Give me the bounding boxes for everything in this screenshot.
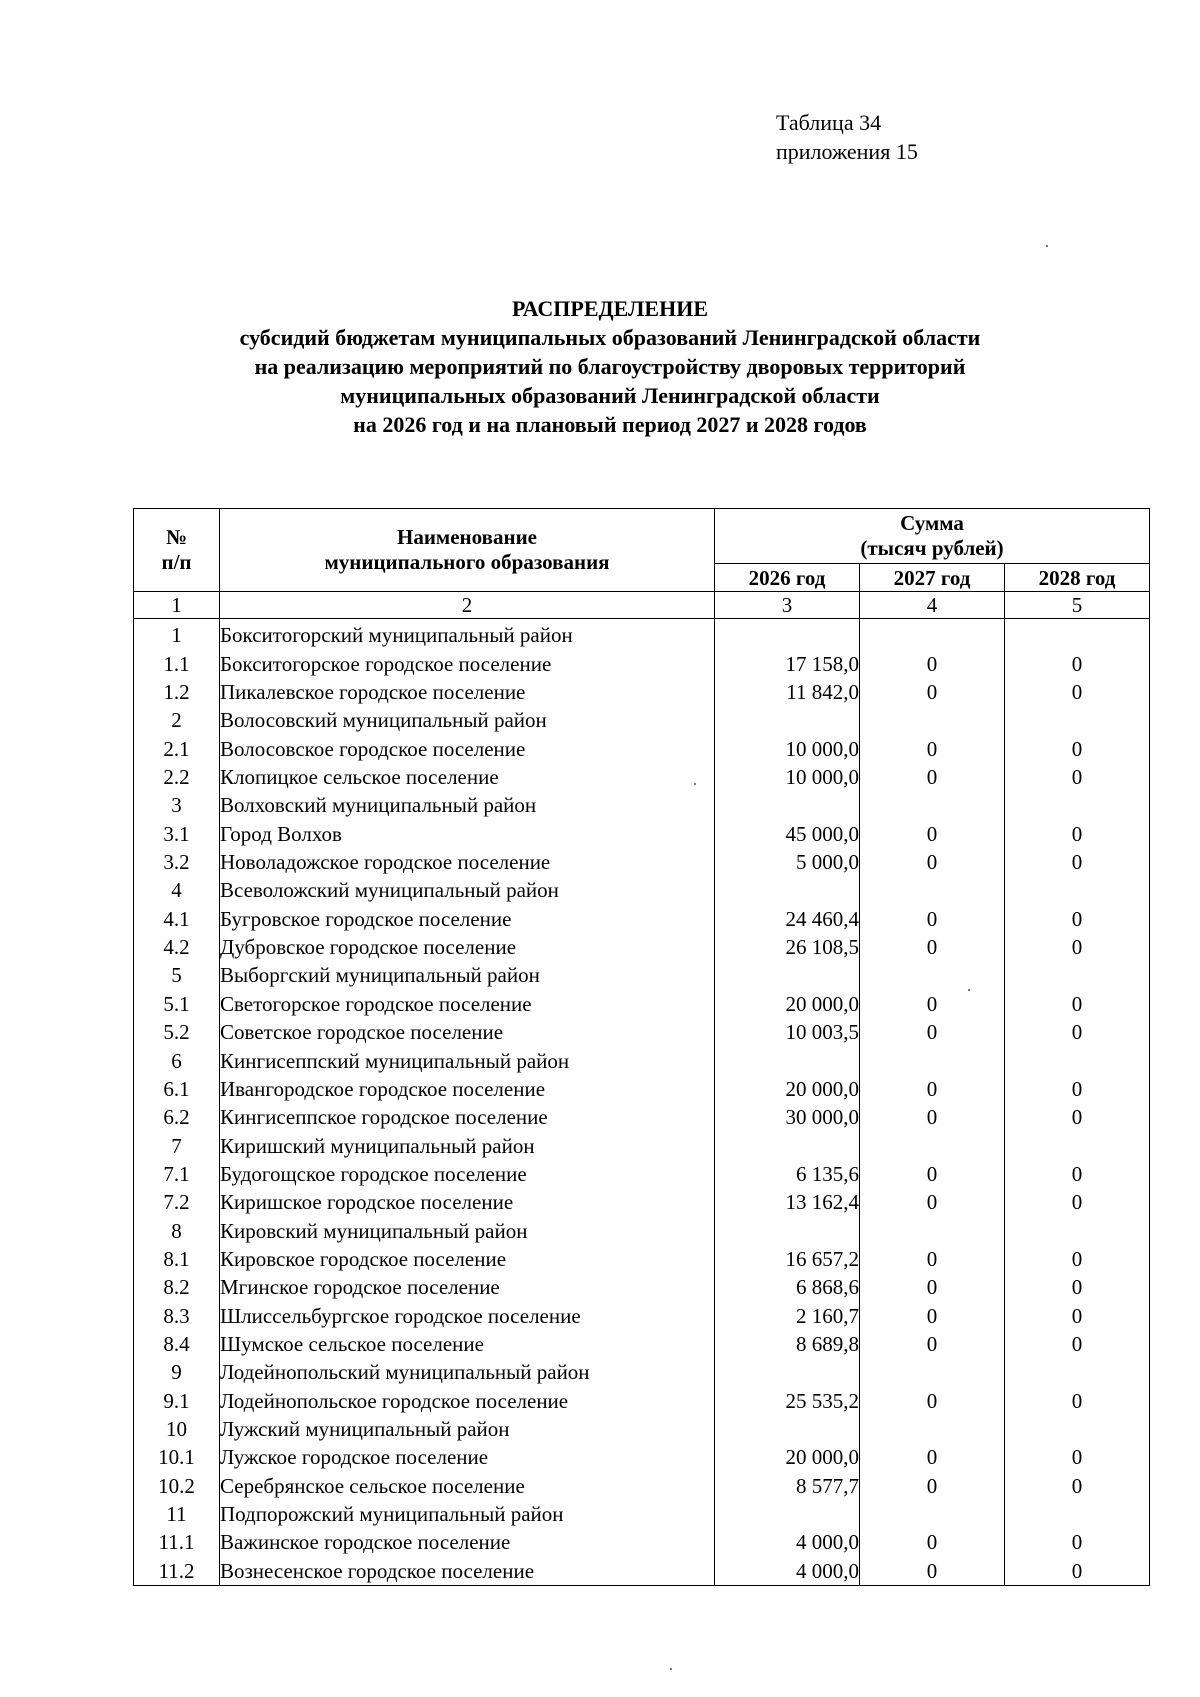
row-amount-2028: 0 [1005, 1443, 1150, 1471]
row-amount-2026: 2 160,7 [715, 1301, 860, 1329]
row-amount-2028 [1005, 961, 1150, 989]
table-row [134, 989, 1150, 1017]
row-number: 8 [134, 1216, 220, 1244]
row-amount-2028: 0 [1005, 1330, 1150, 1358]
heading-line-3: муниципальных образований Ленинградской области [340, 383, 880, 408]
row-name: Всеволожский муниципальный район [220, 876, 715, 904]
row-name: Кингисеппское городское поселение [220, 1103, 715, 1131]
row-number: 4.2 [134, 933, 220, 961]
row-number: 2 [134, 706, 220, 734]
row-amount-2028: 0 [1005, 819, 1150, 847]
row-amount-2027 [860, 1415, 1005, 1443]
row-name: Светогорское городское поселение [220, 989, 715, 1017]
row-amount-2026: 10 003,5 [715, 1018, 860, 1046]
row-number: 3 [134, 791, 220, 819]
row-number: 8.1 [134, 1245, 220, 1273]
row-amount-2028: 0 [1005, 1528, 1150, 1556]
row-amount-2027 [860, 1131, 1005, 1159]
scan-speck [670, 1668, 672, 1670]
table-row [134, 904, 1150, 932]
row-number: 5.1 [134, 989, 220, 1017]
table-header [134, 509, 1150, 619]
column-number: 1 [134, 592, 220, 619]
row-amount-2028: 0 [1005, 763, 1150, 791]
row-name: Киришский муниципальный район [220, 1131, 715, 1159]
row-name: Мгинское городское поселение [220, 1273, 715, 1301]
row-name: Серебрянское сельское поселение [220, 1471, 715, 1499]
row-amount-2028: 0 [1005, 1160, 1150, 1188]
row-name: Кингисеппский муниципальный район [220, 1046, 715, 1074]
row-amount-2028: 0 [1005, 1386, 1150, 1414]
row-name: Лодейнопольский муниципальный район [220, 1358, 715, 1386]
row-name: Выборгский муниципальный район [220, 961, 715, 989]
table-row [134, 1556, 1150, 1585]
row-name: Клопицкое сельское поселение [220, 763, 715, 791]
row-amount-2026 [715, 1500, 860, 1528]
row-name: Новоладожское городское поселение [220, 848, 715, 876]
row-amount-2028: 0 [1005, 1301, 1150, 1329]
row-number: 3.1 [134, 819, 220, 847]
row-amount-2027 [860, 619, 1005, 650]
row-amount-2026: 4 000,0 [715, 1556, 860, 1585]
row-amount-2026: 20 000,0 [715, 989, 860, 1017]
row-number: 1 [134, 619, 220, 650]
row-amount-2026: 4 000,0 [715, 1528, 860, 1556]
row-amount-2027 [860, 791, 1005, 819]
row-name: Шлиссельбургское городское поселение [220, 1301, 715, 1329]
table-row [134, 1188, 1150, 1216]
header-sum-line-2: (тысяч рублей) [860, 536, 1004, 560]
row-amount-2026 [715, 1046, 860, 1074]
row-name: Кировское городское поселение [220, 1245, 715, 1273]
row-number: 11.1 [134, 1528, 220, 1556]
header-number-line-1: № [165, 525, 188, 549]
heading-line-4: на 2026 год и на плановый период 2027 и 2028 годов [353, 412, 867, 437]
heading-line-2: на реализацию мероприятий по благоустройству дворовых территорий [254, 354, 966, 379]
heading-title: РАСПРЕДЕЛЕНИЕ [511, 296, 708, 321]
row-amount-2026: 25 535,2 [715, 1386, 860, 1414]
row-number: 4.1 [134, 904, 220, 932]
row-name: Киришское городское поселение [220, 1188, 715, 1216]
row-amount-2028: 0 [1005, 734, 1150, 762]
table-row [134, 819, 1150, 847]
table-row [134, 1415, 1150, 1443]
table-row [134, 1471, 1150, 1499]
row-amount-2028: 0 [1005, 1471, 1150, 1499]
row-amount-2026 [715, 791, 860, 819]
row-amount-2027: 0 [860, 1443, 1005, 1471]
row-name: Волосовский муниципальный район [220, 706, 715, 734]
row-number: 1.2 [134, 678, 220, 706]
row-number: 8.3 [134, 1301, 220, 1329]
row-amount-2027 [860, 1046, 1005, 1074]
row-amount-2027: 0 [860, 1103, 1005, 1131]
row-name: Важинское городское поселение [220, 1528, 715, 1556]
document-heading [130, 294, 1090, 439]
row-name: Бокситогорское городское поселение [220, 649, 715, 677]
row-amount-2026: 30 000,0 [715, 1103, 860, 1131]
row-amount-2028 [1005, 1415, 1150, 1443]
row-amount-2026: 13 162,4 [715, 1188, 860, 1216]
row-amount-2028: 0 [1005, 904, 1150, 932]
row-name: Пикалевское городское поселение [220, 678, 715, 706]
row-number: 10.1 [134, 1443, 220, 1471]
row-amount-2027: 0 [860, 763, 1005, 791]
row-number: 6.1 [134, 1075, 220, 1103]
appendix-table-number: Таблица 34 [776, 110, 882, 135]
scan-speck [968, 989, 970, 991]
row-amount-2026 [715, 961, 860, 989]
column-number-row [134, 592, 1150, 619]
row-name: Будогощское городское поселение [220, 1160, 715, 1188]
row-amount-2026: 10 000,0 [715, 763, 860, 791]
row-name: Бугровское городское поселение [220, 904, 715, 932]
row-amount-2027 [860, 1216, 1005, 1244]
row-amount-2027 [860, 1358, 1005, 1386]
table-row [134, 1386, 1150, 1414]
row-amount-2026 [715, 1131, 860, 1159]
heading-line-1: субсидий бюджетам муниципальных образований Ленинградской области [239, 325, 981, 350]
row-amount-2028 [1005, 1046, 1150, 1074]
row-name: Волосовское городское поселение [220, 734, 715, 762]
header-sum-line-1: Сумма [900, 511, 964, 535]
table-row [134, 1528, 1150, 1556]
row-amount-2026: 6 135,6 [715, 1160, 860, 1188]
row-amount-2028: 0 [1005, 933, 1150, 961]
row-amount-2028: 0 [1005, 1018, 1150, 1046]
row-number: 8.2 [134, 1273, 220, 1301]
table-row [134, 1358, 1150, 1386]
row-number: 3.2 [134, 848, 220, 876]
table-row [134, 1046, 1150, 1074]
row-amount-2027: 0 [860, 678, 1005, 706]
row-amount-2027 [860, 876, 1005, 904]
row-amount-2027 [860, 1500, 1005, 1528]
row-name: Шумское сельское поселение [220, 1330, 715, 1358]
column-number: 4 [860, 592, 1005, 619]
row-number: 7.2 [134, 1188, 220, 1216]
row-name: Лодейнопольское городское поселение [220, 1386, 715, 1414]
row-amount-2026 [715, 1216, 860, 1244]
row-amount-2028: 0 [1005, 1245, 1150, 1273]
row-amount-2026: 45 000,0 [715, 819, 860, 847]
row-amount-2027: 0 [860, 1075, 1005, 1103]
appendix-reference [776, 108, 918, 166]
table-row [134, 876, 1150, 904]
row-name: Город Волхов [220, 819, 715, 847]
row-amount-2027: 0 [860, 1160, 1005, 1188]
row-amount-2026: 17 158,0 [715, 649, 860, 677]
row-name: Волховский муниципальный район [220, 791, 715, 819]
row-number: 5.2 [134, 1018, 220, 1046]
row-amount-2027: 0 [860, 904, 1005, 932]
table-row [134, 961, 1150, 989]
row-number: 11.2 [134, 1556, 220, 1585]
row-number: 9 [134, 1358, 220, 1386]
row-name: Кировский муниципальный район [220, 1216, 715, 1244]
row-number: 9.1 [134, 1386, 220, 1414]
row-number: 5 [134, 961, 220, 989]
row-amount-2028: 0 [1005, 649, 1150, 677]
row-number: 6 [134, 1046, 220, 1074]
row-amount-2028: 0 [1005, 989, 1150, 1017]
row-amount-2028 [1005, 1216, 1150, 1244]
row-number: 10 [134, 1415, 220, 1443]
table-row [134, 1131, 1150, 1159]
header-number-line-2: п/п [161, 550, 192, 574]
header-name-line-1: Наименование [397, 525, 537, 549]
header-number-cell [134, 509, 220, 592]
row-amount-2026 [715, 1358, 860, 1386]
row-amount-2026 [715, 706, 860, 734]
row-amount-2028: 0 [1005, 1075, 1150, 1103]
table-row [134, 1245, 1150, 1273]
row-amount-2028 [1005, 706, 1150, 734]
row-name: Лужский муниципальный район [220, 1415, 715, 1443]
table-row [134, 763, 1150, 791]
row-amount-2027: 0 [860, 1386, 1005, 1414]
row-amount-2028 [1005, 791, 1150, 819]
row-amount-2028: 0 [1005, 1556, 1150, 1585]
header-name-line-2: муниципального образования [324, 550, 610, 574]
table-row [134, 649, 1150, 677]
row-amount-2028: 0 [1005, 1273, 1150, 1301]
header-name-cell [220, 509, 715, 592]
table-row [134, 1216, 1150, 1244]
row-amount-2026: 10 000,0 [715, 734, 860, 762]
table-row [134, 1443, 1150, 1471]
table-body [134, 619, 1150, 1586]
row-name: Дубровское городское поселение [220, 933, 715, 961]
table-row [134, 791, 1150, 819]
row-name: Ивангородское городское поселение [220, 1075, 715, 1103]
table-row [134, 1330, 1150, 1358]
row-amount-2027: 0 [860, 1330, 1005, 1358]
column-number: 5 [1005, 592, 1150, 619]
column-number: 2 [220, 592, 715, 619]
row-amount-2027 [860, 706, 1005, 734]
row-number: 11 [134, 1500, 220, 1528]
header-year-2027: 2027 год [860, 564, 1005, 592]
row-number: 6.2 [134, 1103, 220, 1131]
row-number: 4 [134, 876, 220, 904]
row-number: 2.2 [134, 763, 220, 791]
row-amount-2028: 0 [1005, 1188, 1150, 1216]
row-amount-2028 [1005, 619, 1150, 650]
table-row [134, 706, 1150, 734]
table-row [134, 1018, 1150, 1046]
row-amount-2027 [860, 961, 1005, 989]
row-amount-2027: 0 [860, 1018, 1005, 1046]
row-name: Советское городское поселение [220, 1018, 715, 1046]
row-amount-2026 [715, 876, 860, 904]
row-amount-2027: 0 [860, 819, 1005, 847]
appendix-attachment-number: приложения 15 [776, 139, 918, 164]
row-amount-2027: 0 [860, 989, 1005, 1017]
row-amount-2026: 6 868,6 [715, 1273, 860, 1301]
row-amount-2028 [1005, 1500, 1150, 1528]
row-amount-2026: 16 657,2 [715, 1245, 860, 1273]
table-row [134, 1103, 1150, 1131]
row-amount-2028: 0 [1005, 1103, 1150, 1131]
row-amount-2028: 0 [1005, 848, 1150, 876]
row-amount-2027: 0 [860, 1245, 1005, 1273]
table-row [134, 933, 1150, 961]
header-year-2026: 2026 год [715, 564, 860, 592]
row-amount-2027: 0 [860, 734, 1005, 762]
table-row [134, 678, 1150, 706]
table-row [134, 1500, 1150, 1528]
row-amount-2027: 0 [860, 1471, 1005, 1499]
row-number: 1.1 [134, 649, 220, 677]
scan-speck [1046, 245, 1048, 247]
row-amount-2027: 0 [860, 1301, 1005, 1329]
row-amount-2026: 5 000,0 [715, 848, 860, 876]
row-amount-2027: 0 [860, 848, 1005, 876]
row-number: 10.2 [134, 1471, 220, 1499]
subsidy-distribution-table [133, 508, 1150, 1586]
row-amount-2027: 0 [860, 1188, 1005, 1216]
row-amount-2027: 0 [860, 1273, 1005, 1301]
row-amount-2026: 24 460,4 [715, 904, 860, 932]
row-amount-2027: 0 [860, 1528, 1005, 1556]
row-amount-2028 [1005, 1131, 1150, 1159]
row-name: Лужское городское поселение [220, 1443, 715, 1471]
row-amount-2026 [715, 1415, 860, 1443]
column-number: 3 [715, 592, 860, 619]
header-year-2028: 2028 год [1005, 564, 1150, 592]
table-row [134, 848, 1150, 876]
header-sum-cell [715, 509, 1150, 564]
row-number: 7.1 [134, 1160, 220, 1188]
row-amount-2026 [715, 619, 860, 650]
row-amount-2026: 20 000,0 [715, 1443, 860, 1471]
row-amount-2027: 0 [860, 649, 1005, 677]
scan-speck [694, 783, 696, 785]
row-number: 7 [134, 1131, 220, 1159]
row-amount-2026: 8 689,8 [715, 1330, 860, 1358]
row-amount-2028: 0 [1005, 678, 1150, 706]
row-name: Вознесенское городское поселение [220, 1556, 715, 1585]
table-row [134, 1075, 1150, 1103]
table-row [134, 619, 1150, 650]
table-row [134, 734, 1150, 762]
row-amount-2026: 26 108,5 [715, 933, 860, 961]
row-name: Подпорожский муниципальный район [220, 1500, 715, 1528]
row-name: Бокситогорский муниципальный район [220, 619, 715, 650]
row-amount-2026: 11 842,0 [715, 678, 860, 706]
table-row [134, 1160, 1150, 1188]
row-amount-2027: 0 [860, 1556, 1005, 1585]
row-number: 2.1 [134, 734, 220, 762]
table-row [134, 1301, 1150, 1329]
row-number: 8.4 [134, 1330, 220, 1358]
row-amount-2026: 20 000,0 [715, 1075, 860, 1103]
row-amount-2027: 0 [860, 933, 1005, 961]
row-amount-2026: 8 577,7 [715, 1471, 860, 1499]
table-row [134, 1273, 1150, 1301]
row-amount-2028 [1005, 876, 1150, 904]
row-amount-2028 [1005, 1358, 1150, 1386]
